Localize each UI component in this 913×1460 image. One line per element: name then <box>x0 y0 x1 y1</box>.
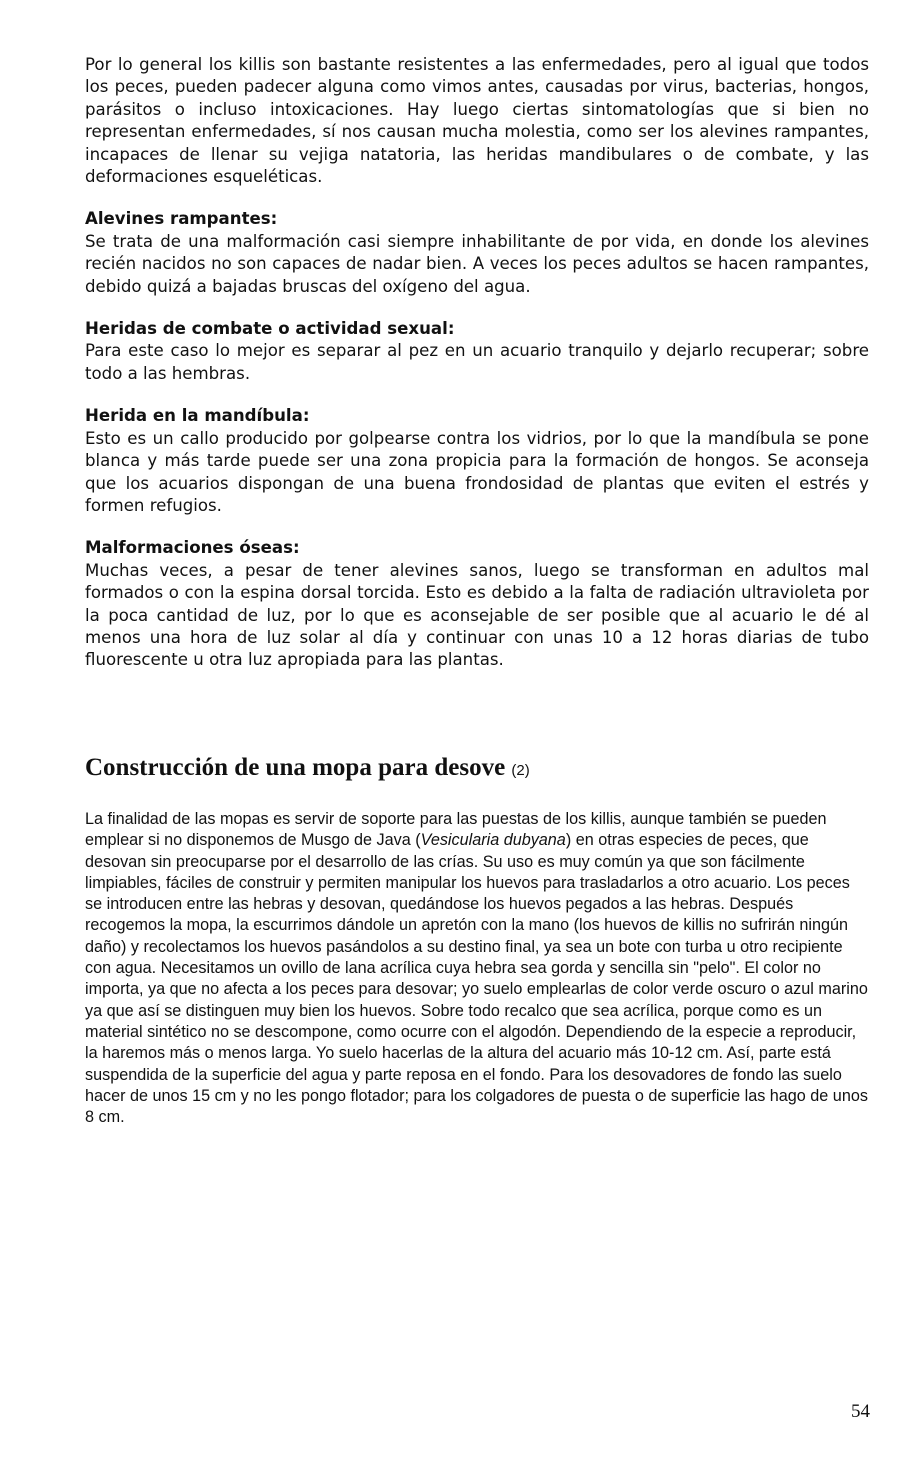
species-name-italic: Vesicularia dubyana <box>420 831 566 850</box>
section-herida-mandibula <box>85 405 869 517</box>
mopa-reference-marker: (2) <box>511 762 530 779</box>
mopa-text-part-1: La finalidad de las mopas es servir de soporte para las puestas de los killis, aunque también se pueden emplear si no disponemos de Musgo de Java ( <box>85 810 827 850</box>
disease-text-column <box>85 54 869 672</box>
section-heading: Alevines rampantes: <box>85 209 278 229</box>
section-heading: Herida en la mandíbula: <box>85 406 310 426</box>
section-alevines-rampantes <box>85 208 869 298</box>
section-heading: Malformaciones óseas: <box>85 538 300 558</box>
page-number: 54 <box>851 1401 870 1422</box>
section-paragraph: Se trata de una malformación casi siempre inhabilitante de por vida, en donde los alevines recién nacidos no son capaces de nadar bien. A veces los peces adultos se hacen rampantes, debido quizá a bajadas bruscas del oxígeno del agua. <box>85 231 869 296</box>
section-paragraph: Muchas veces, a pesar de tener alevines sanos, luego se transforman en adultos mal formados o con la espina dorsal torcida. Esto es debido a la falta de radiación ultravioleta por la poca cantidad de luz, por lo que es aconsejable de ser posible que al acuario le dé al menos una hora de luz solar al día y continuar con unas 10 a 12 horas diarias de tubo fluorescente u otra luz apropiada para las plantas. <box>85 560 869 670</box>
section-malformaciones-oseas <box>85 537 869 671</box>
mopa-section-title <box>85 752 530 787</box>
mopa-paragraph <box>85 809 869 1128</box>
intro-paragraph: Por lo general los killis son bastante resistentes a las enfermedades, pero al igual que todos los peces, pueden padecer alguna como vimos antes, causadas por virus, bacterias, hongos, parásitos o incluso intoxicaciones. Hay luego ciertas sintomatologías que si bien no representan enfermedades, sí nos causan mucha molestia, como ser los alevines rampantes, incapaces de llenar su vejiga natatoria, las heridas mandibulares o de combate, y las deformaciones esqueléticas. <box>85 55 869 187</box>
section-heridas-combate <box>85 318 869 385</box>
mopa-text-part-2: ) en otras especies de peces, que desovan sin preocuparse por el desarrollo de las crías. Su uso es muy común ya que son fácilmente limpiables, fáciles de construir y permiten manipular los huevos para trasladarlos a otro acuario. Los peces se introducen entre las hebras y desovan, quedándose los huevos pegados a las hebras. Después recogemos la mopa, la escurrimos dándole un apretón con la mano (los huevos de killis no sufrirán ningún daño) y recolectamos los huevos pasándolos a su destino final, ya sea un bote con turba u otro recipiente con agua. Necesitamos un ovillo de lana acrílica cuya hebra sea gorda y sencilla sin "pelo". El color no importa, ya que no afecta a los peces para desovar; yo suelo emplearlas de color verde oscuro o azul marino ya que así se distinguen muy bien los huevos. Sobre todo recalco que sea acrílica, porque como es un material sintético no se descompone, como ocurre con el algodón. Dependiendo de la especie a reproducir, la haremos más o menos larga. Yo suelo hacerlas de la altura del acuario más 10-12 cm. Así, parte está suspendida de la superficie del agua y parte reposa en el fondo. Para los desovadores de fondo las suelo hacer de unos 15 cm y no les pongo flotador; para los colgadores de puesta o de superficie las hago de unos 8 cm. <box>85 831 868 1127</box>
section-paragraph: Esto es un callo producido por golpearse contra los vidrios, por lo que la mandíbula se pone blanca y más tarde puede ser una zona propicia para la formación de hongos. Se aconseja que los acuarios dispongan de una buena frondosidad de plantas que eviten el estrés y formen refugios. <box>85 428 869 515</box>
mopa-title-text: Construcción de una mopa para desove <box>85 754 506 781</box>
section-paragraph: Para este caso lo mejor es separar al pez en un acuario tranquilo y dejarlo recuperar; sobre todo a las hembras. <box>85 341 869 383</box>
section-heading: Heridas de combate o actividad sexual: <box>85 319 455 339</box>
